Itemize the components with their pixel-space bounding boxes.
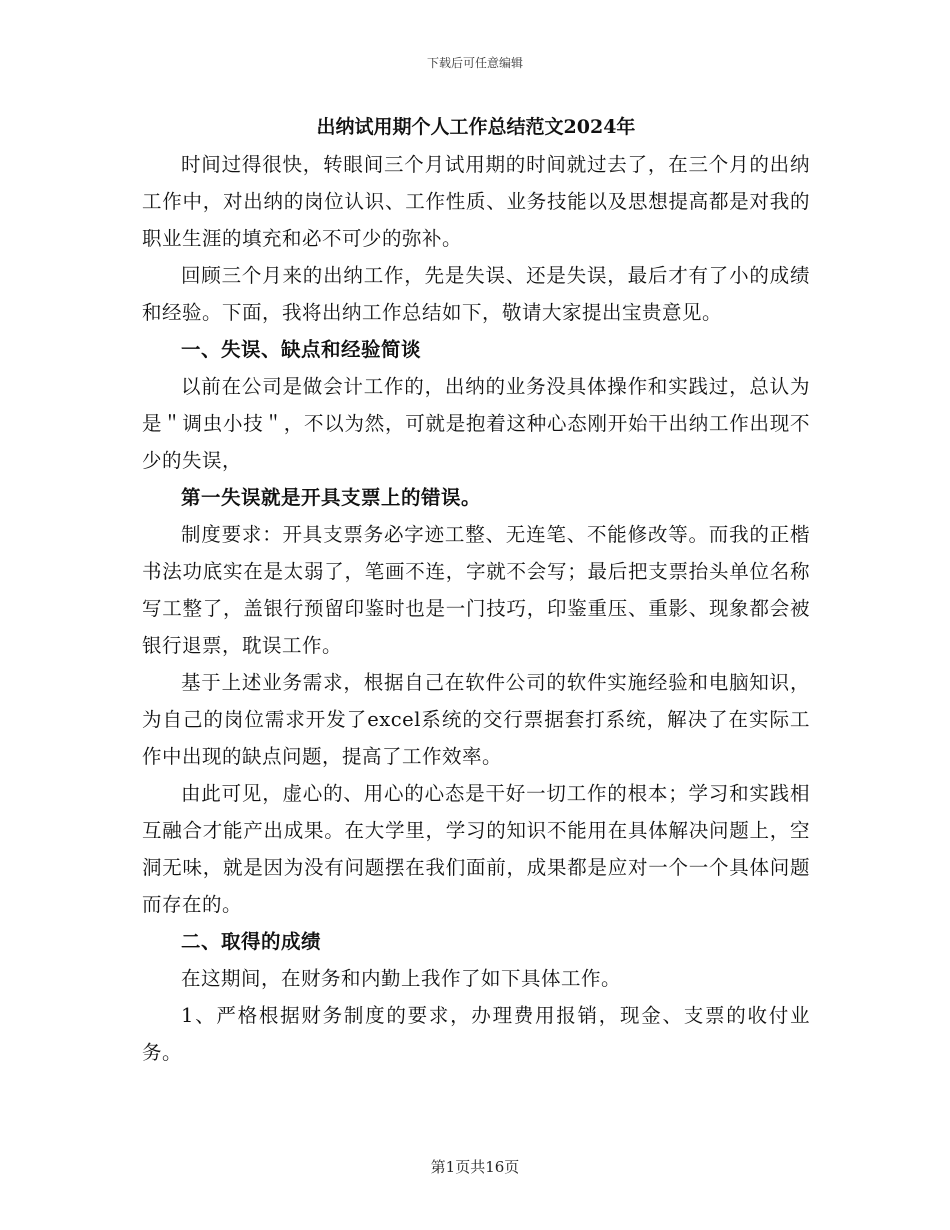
section-heading-achievements: 二、取得的成绩 <box>181 930 322 953</box>
paragraph-reflection: 由此可见，虚心的、用心的心态是干好一切工作的根本；学习和实践相互融合才能产出成果。在大学里，学习的知识不能用在具体解决问题上，空洞无味，就是因为没有问题摆在我们面前，成果都是应对一个一个具体问题而存在的。 <box>142 782 810 916</box>
paragraph-requirements: 制度要求：开具支票务必字迹工整、无连笔、不能修改等。而我的正楷书法功底实在是太弱了，笔画不连，字就不会写；最后把支票抬头单位名称写工整了，盖银行预留印鉴时也是一门技巧，印鉴重压、重影、现象都会被银行退票，耽误工作。 <box>142 523 810 657</box>
paragraph-work-intro: 在这期间，在财务和内勤上我作了如下具体工作。 <box>181 967 622 990</box>
paragraph-background: 以前在公司是做会计工作的，出纳的业务没具体操作和实践过，总认为是＂调虫小技＂，不以为然，可就是抱着这种心态刚开始干出纳工作出现不少的失误， <box>142 375 810 472</box>
paragraph-item-1: 1、严格根据财务制度的要求，办理费用报销，现金、支票的收付业务。 <box>142 1004 810 1064</box>
page-number: 第1页共16页 <box>430 1158 520 1176</box>
section-heading-mistakes: 一、失误、缺点和经验简谈 <box>181 338 422 361</box>
paragraph-review: 回顾三个月来的出纳工作，先是失误、还是失误，最后才有了小的成绩和经验。下面，我将出纳工作总结如下，敬请大家提出宝贵意见。 <box>142 264 810 324</box>
document-title: 出纳试用期个人工作总结范文2024年 <box>316 116 636 138</box>
header-note: 下载后可任意编辑 <box>426 56 523 70</box>
document-body <box>142 112 810 1071</box>
subheading-first-mistake: 第一失误就是开具支票上的错误。 <box>181 486 482 509</box>
paragraph-intro: 时间过得很快，转眼间三个月试用期的时间就过去了，在三个月的出纳工作中，对出纳的岗位认识、工作性质、业务技能以及思想提高都是对我的职业生涯的填充和必不可少的弥补。 <box>142 153 810 250</box>
paragraph-solution: 基于上述业务需求，根据自己在软件公司的软件实施经验和电脑知识，为自己的岗位需求开发了excel系统的交行票据套打系统，解决了在实际工作中出现的缺点问题，提高了工作效率。 <box>142 671 810 768</box>
